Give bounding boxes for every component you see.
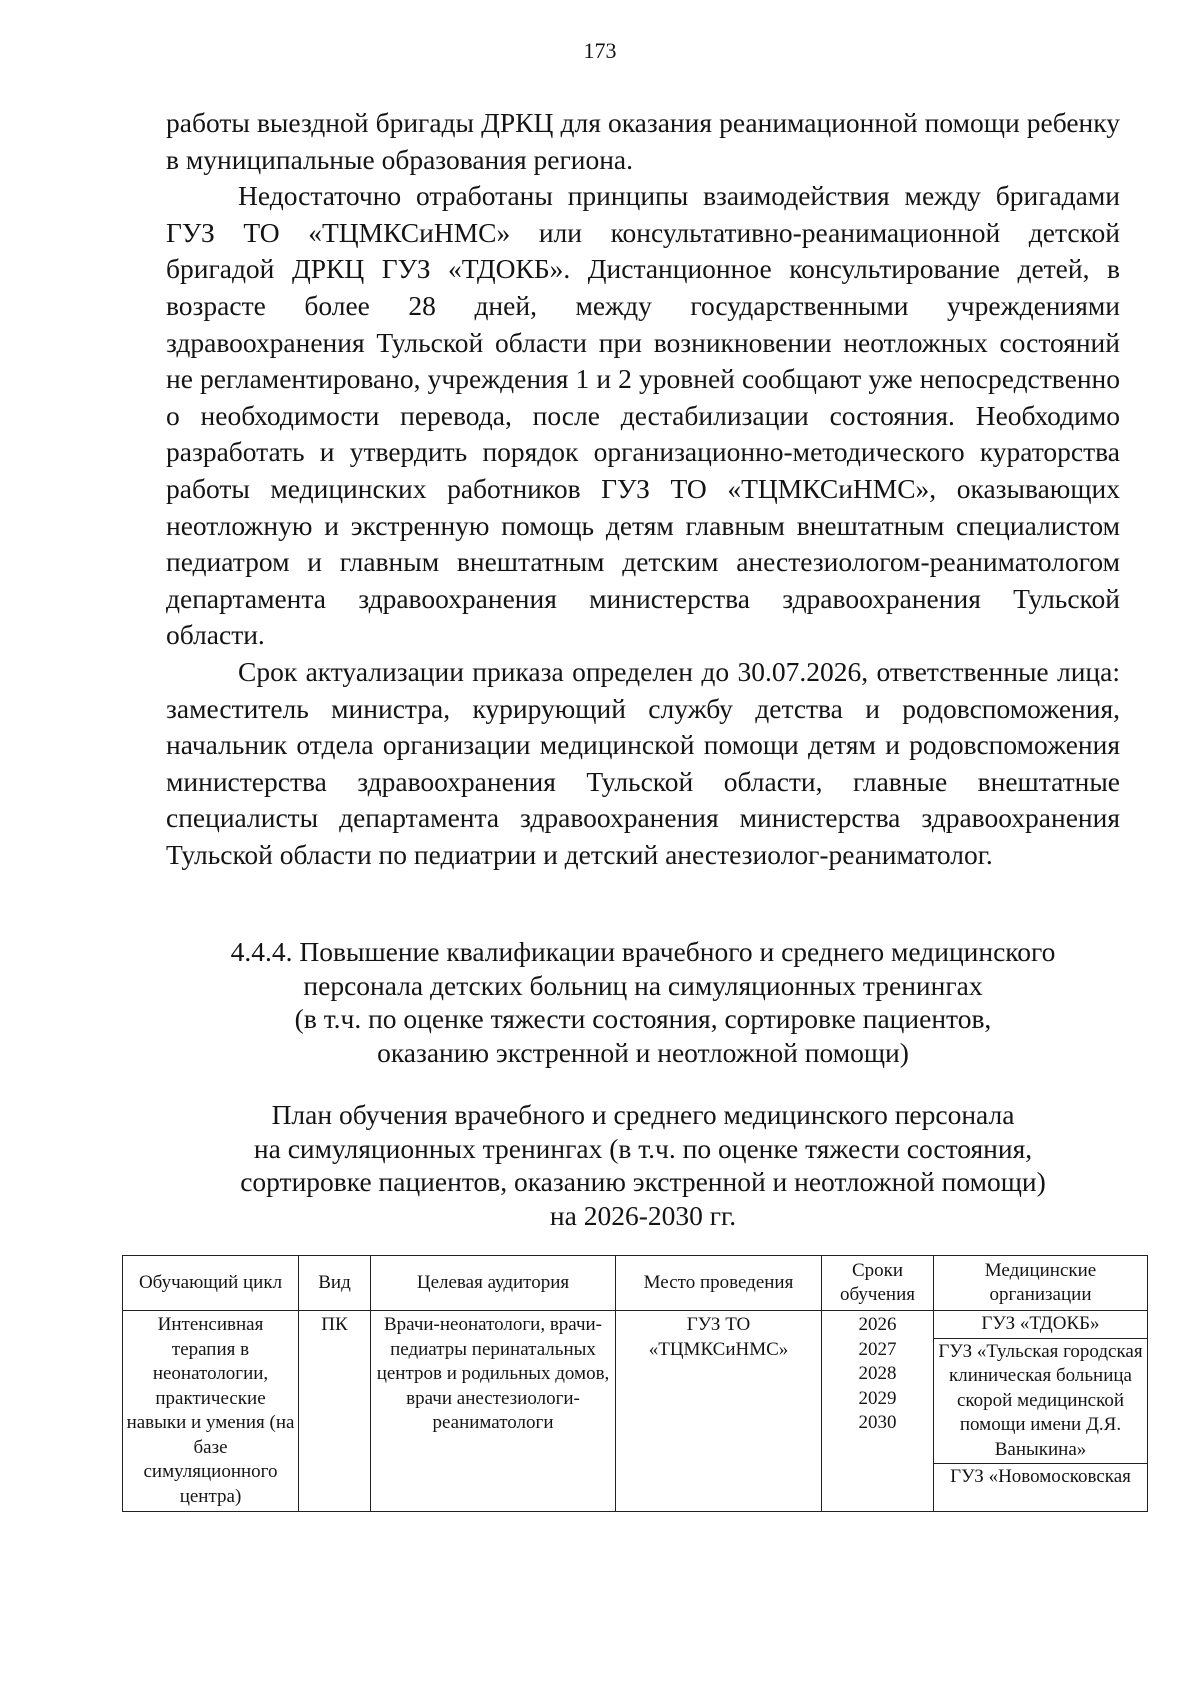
paragraph-deadline: Срок актуализации приказа определен до 30.07.2026, ответственные лица: заместитель министра, курирующий службу детства и родовспоможения, начальник отдела организации медицинской помощи детям и родовспоможения министерства здравоохранения Тульской области, главные внештатные специалисты департамента здравоохранения министерства здравоохранения Тульской области по педиатрии и детский анестезиолог-реаниматолог. (166, 655, 1120, 870)
org-item: ГУЗ «ТДОКБ» (934, 1311, 1147, 1339)
body-text (166, 105, 1120, 873)
header-place: Место проведения (616, 1256, 822, 1311)
org-item: ГУЗ «Новомосковская (950, 1466, 1131, 1487)
plan-title-line: на 2026-2030 гг. (549, 1199, 737, 1231)
header-type: Вид (299, 1256, 371, 1311)
cell-place: ГУЗ ТО «ТЦМКСиНМС» (616, 1311, 822, 1512)
section-heading-line: персонала детских больниц на симуляционных тренингах (303, 969, 983, 1001)
paragraph-continuation: работы выездной бригады ДРКЦ для оказания реанимационной помощи ребенку в муниципальные образования региона. (166, 107, 1120, 175)
header-terms: Сроки обучения (822, 1256, 934, 1311)
training-plan-table (122, 1255, 1148, 1512)
cell-audience: Врачи-неонатологи, врачи-педиатры перинатальных центров и родильных домов, врачи анестезиологи-реаниматологи (371, 1311, 616, 1512)
year-value: 2027 (858, 1338, 897, 1360)
header-orgs: Медицинские организации (934, 1256, 1148, 1311)
section-heading-line: (в т.ч. по оценке тяжести состояния, сортировке пациентов, (294, 1003, 992, 1034)
cell-type: ПК (299, 1311, 371, 1512)
org-item: ГУЗ «Тульская городская клиническая больница скорой медицинской помощи имени Д.Я. Ваныкина» (934, 1339, 1147, 1465)
paragraph-interaction: Недостаточно отработаны принципы взаимодействия между бригадами ГУЗ ТО «ТЦМКСиНМС» или консультативно-реанимационной детской бригадой ДРКЦ ГУЗ «ТДОКБ». Дистанционное консультирование детей, в возрасте более 28 дней, между государственными учреждениями здравоохранения Тульской области при возникновении неотложных состояний не регламентировано, учреждения 1 и 2 уровней сообщают уже непосредственно о необходимости перевода, после дестабилизации состояния. Необходимо разработать и утвердить порядок организационно-методического кураторства работы медицинских работников ГУЗ ТО «ТЦМКСиНМС», оказывающих неотложную и экстренную помощь детям главным внештатным специалистом педиатром и главным внештатным детским анестезиологом-реаниматологом департамента здравоохранения министерства здравоохранения Тульской области. (166, 180, 1120, 651)
page-number: 173 (583, 38, 617, 63)
table-header-row (123, 1256, 1148, 1311)
cell-orgs (934, 1311, 1148, 1512)
plan-title-line: на симуляционных тренингах (в т.ч. по оценке тяжести состояния, (253, 1132, 1033, 1164)
year-value: 2029 (858, 1387, 897, 1409)
section-heading (166, 935, 1120, 1069)
plan-title-line: сортировке пациентов, оказанию экстренной и неотложной помощи) (240, 1166, 1046, 1197)
header-audience: Целевая аудитория (371, 1256, 616, 1311)
year-value: 2026 (858, 1314, 897, 1335)
header-cycle: Обучающий цикл (123, 1256, 299, 1311)
cell-cycle: Интенсивная терапия в неонатологии, практические навыки и умения (на базе симуляционного центра) (123, 1311, 299, 1512)
year-value: 2030 (858, 1412, 897, 1433)
section-heading-line: оказанию экстренной и неотложной помощи) (377, 1036, 909, 1068)
cell-years (822, 1311, 934, 1512)
plan-title (166, 1098, 1120, 1232)
year-value: 2028 (858, 1363, 897, 1384)
section-heading-line: 4.4.4. Повышение квалификации врачебного и среднего медицинского (230, 936, 1056, 967)
plan-title-line: План обучения врачебного и среднего медицинского персонала (271, 1099, 1015, 1130)
table-row (123, 1311, 1148, 1512)
